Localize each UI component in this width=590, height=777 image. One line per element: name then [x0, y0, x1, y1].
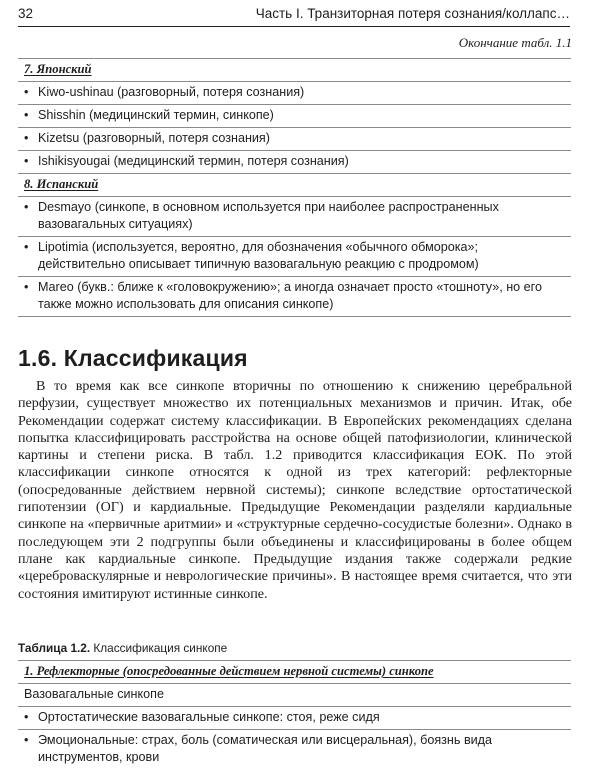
body-paragraph: В то время как все синкопе вторичны по отношению к снижению церебральной перфузии, существует множество их потенциальных механизмов и причин. Итак, обе Рекомендации содержат систему классификации. В Европейских рекомендациях сделана попытка классифицировать расстройства на основе общей патофизиологии, клинической картины и степени риска. В табл. 1.2 приводится классификация ЕОК. По этой классификации синкопе относятся к одной из трех категорий: рефлекторные (опосредованные действием нервной системы); синкопе вследствие ортостатической гипотензии (ОГ) и кардиальные. Предыдущие Рекомендации разделяли кардиальные синкопе на «первичные аритмии» и «структурные сердечно-сосудистые болезни». Однако в последующем эти 2 подгруппы были объединены и классифицированы в более общем плане как кардиальные синкопе. Предыдущие издания также содержали редкие «цереброваскулярные и неврологические причины». В настоящее время считается, что эти состояния имитируют истинные синкопе. [18, 378, 572, 602]
table-subheading: Вазовагальные синкопе [24, 687, 164, 701]
table-row [18, 277, 571, 317]
table-caption-label: Таблица 1.2. [18, 641, 91, 655]
bullet-icon: • [24, 108, 29, 122]
page-header [18, 0, 570, 27]
table-row [18, 128, 571, 151]
list-item: Shisshin (медицинский термин, синкопе) [38, 108, 274, 122]
bullet-icon: • [24, 710, 29, 724]
table-section-row [18, 661, 571, 684]
section-title-reflex: 1. Рефлекторные (опосредованные действием нервной системы) синкопе [24, 664, 434, 678]
table-row [18, 237, 571, 277]
list-item: Kizetsu (разговорный, потеря сознания) [38, 131, 270, 145]
table-caption-text: Классификация синкопе [93, 641, 228, 655]
bullet-icon: • [24, 131, 29, 145]
bullet-icon: • [24, 280, 29, 294]
table-section-row [18, 59, 571, 82]
running-title: Часть I. Транзиторная потеря сознания/коллапс… [255, 5, 570, 21]
table-row [18, 707, 571, 730]
bullet-icon: • [24, 200, 29, 214]
table-section-row [18, 174, 571, 197]
list-item: Mareo (букв.: ближе к «головокружению»; а иногда означает просто «тошноту», но его также можно использовать для описания синкопе) [38, 280, 542, 311]
table-row [18, 197, 571, 237]
table-1-1 [18, 58, 571, 317]
table-1-2 [18, 660, 571, 769]
bullet-icon: • [24, 240, 29, 254]
page-number: 32 [18, 5, 34, 21]
list-item: Ishikisyougai (медицинский термин, потеря сознания) [38, 154, 349, 168]
list-item: Kiwo-ushinau (разговорный, потеря сознания) [38, 85, 305, 99]
table-continuation-label: Окончание табл. 1.1 [458, 35, 572, 50]
table-row [18, 151, 571, 174]
bullet-icon: • [24, 85, 29, 99]
section-heading: 1.6. Классификация [18, 345, 248, 371]
table-caption [18, 641, 227, 655]
bullet-icon: • [24, 154, 29, 168]
list-item: Desmayo (синкопе, в основном используется при наиболее распространенных вазовагальных ситуациях) [38, 200, 499, 231]
list-item: Ортостатические вазовагальные синкопе: стоя, реже сидя [38, 710, 380, 724]
table-row [18, 730, 571, 770]
section-title-japanese: 7. Японский [24, 62, 92, 76]
bullet-icon: • [24, 733, 29, 747]
table-row [18, 105, 571, 128]
table-row [18, 684, 571, 707]
table-row [18, 82, 571, 105]
section-title-spanish: 8. Испанский [24, 177, 99, 191]
list-item: Эмоциональные: страх, боль (соматическая или висцеральная), боязнь вида инструментов, крови [38, 733, 493, 764]
list-item: Lipotimia (используется, вероятно, для обозначения «обычного обморока»; действительно описывает типичную вазовагальную реакцию с продромом) [38, 240, 479, 271]
